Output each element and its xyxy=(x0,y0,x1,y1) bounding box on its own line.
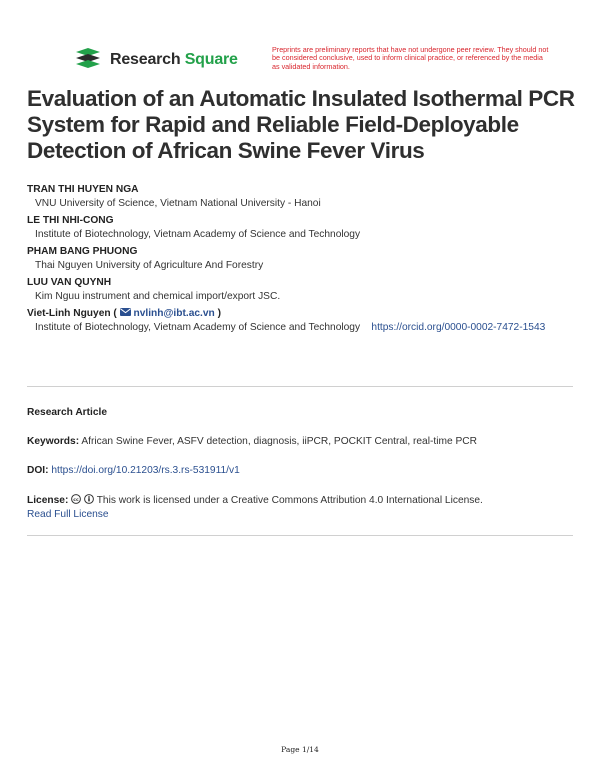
corresponding-author: Viet-Linh Nguyen ( nvlinh@ibt.ac.vn ) xyxy=(27,308,221,319)
author-email-link[interactable] xyxy=(120,308,215,319)
author-list xyxy=(27,180,577,335)
creative-commons-icon xyxy=(71,494,81,504)
doi-link[interactable]: https://doi.org/10.21203/rs.3.rs-531911/v1 xyxy=(51,465,240,476)
author-affiliation: Thai Nguyen University of Agriculture And Forestry xyxy=(35,260,264,271)
research-square-logo-icon xyxy=(74,48,102,72)
page-number: Page 1/14 xyxy=(281,745,319,754)
header xyxy=(74,45,549,76)
keywords-value: African Swine Fever, ASFV detection, diagnosis, iiPCR, POCKIT Central, real-time PCR xyxy=(81,436,477,447)
divider xyxy=(27,535,573,536)
envelope-icon xyxy=(120,308,131,316)
logo-text-research: Research xyxy=(110,51,181,68)
attribution-icon xyxy=(84,494,94,504)
author-email: nvlinh@ibt.ac.vn xyxy=(133,308,215,319)
license-label: License: xyxy=(27,495,69,506)
license xyxy=(27,494,573,522)
author-name: PHAM BANG PHUONG xyxy=(27,246,138,257)
author-name: TRAN THI HUYEN NGA xyxy=(27,184,139,195)
read-full-license-link[interactable]: Read Full License xyxy=(27,509,109,520)
author-name: LE THI NHI-CONG xyxy=(27,215,114,226)
article-type-label: Research Article xyxy=(27,407,108,418)
author-name: Viet-Linh Nguyen xyxy=(27,308,111,319)
preprint-notice: Preprints are preliminary reports that have not undergone peer review. They should not be considered conclusive, used to inform clinical practice, or referenced by the media as validated information. xyxy=(272,45,549,71)
keywords xyxy=(27,435,573,449)
author-affiliation: Kim Nguu instrument and chemical import/export JSC. xyxy=(35,291,281,302)
paper-title: Evaluation of an Automatic Insulated Isothermal PCR System for Rapid and Reliable Field-Deployable Detection of African Swine Fever Virus xyxy=(27,86,575,163)
divider xyxy=(27,386,573,387)
keywords-label: Keywords: xyxy=(27,436,80,447)
author-affiliation: VNU University of Science, Vietnam National University - Hanoi xyxy=(35,198,321,209)
license-text: This work is licensed under a Creative Commons Attribution 4.0 International License. xyxy=(96,495,483,506)
doi-label: DOI: xyxy=(27,465,49,476)
author-name: LUU VAN QUYNH xyxy=(27,277,112,288)
logo-text xyxy=(110,51,238,69)
orcid-link[interactable]: https://orcid.org/0000-0002-7472-1543 xyxy=(371,322,546,333)
author-affiliation: Institute of Biotechnology, Vietnam Academy of Science and Technology xyxy=(35,229,361,240)
research-square-logo[interactable] xyxy=(74,48,238,72)
author-affiliation: Institute of Biotechnology, Vietnam Academy of Science and Technology xyxy=(35,322,361,333)
article-type xyxy=(27,406,573,420)
author-affiliation-with-orcid xyxy=(27,321,577,335)
svg-text:cc: cc xyxy=(73,498,79,503)
doi xyxy=(27,464,573,478)
logo-text-square: Square xyxy=(184,51,238,68)
